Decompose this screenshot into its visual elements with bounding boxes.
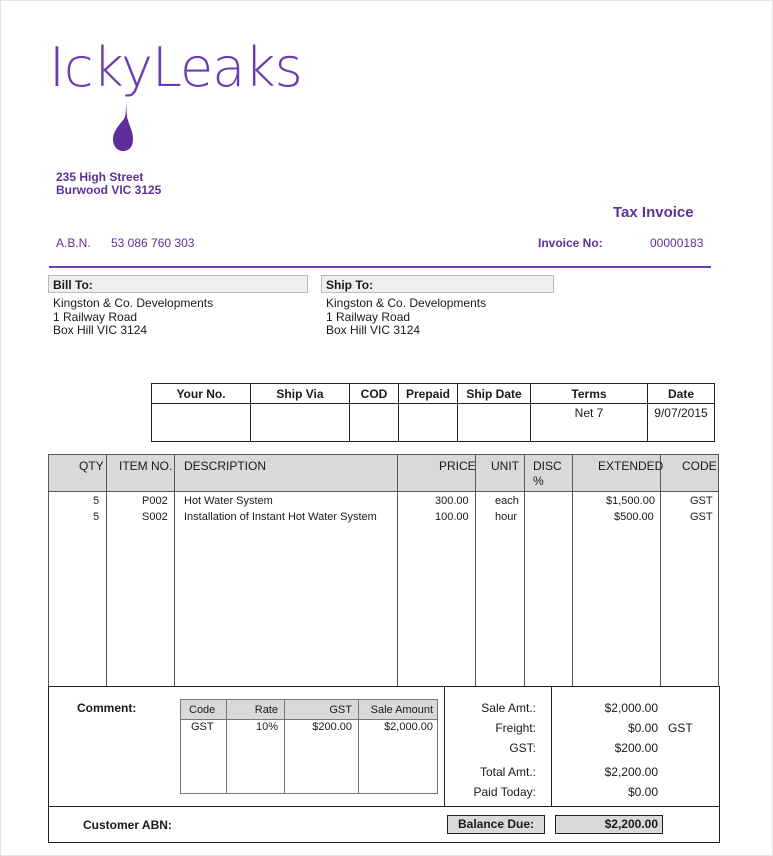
item-price: 100.00 xyxy=(435,511,469,523)
shipping-header: Terms xyxy=(531,384,648,404)
items-header-qty: QTY xyxy=(79,459,104,473)
item-description: Hot Water System xyxy=(184,495,273,507)
gst-row-rate: 10% xyxy=(227,720,285,794)
item-code: GST xyxy=(690,495,713,507)
bill-to-header: Bill To: xyxy=(48,275,308,293)
gst-header-code: Code xyxy=(181,700,227,720)
shipping-value-date: 9/07/2015 xyxy=(648,404,715,442)
shipping-header: Prepaid xyxy=(399,384,458,404)
bill-to-address xyxy=(53,297,213,338)
item-description: Installation of Instant Hot Water System xyxy=(184,511,377,523)
shipping-value xyxy=(350,404,399,442)
shipping-value xyxy=(152,404,251,442)
column-divider xyxy=(397,455,398,686)
ship-to-header: Ship To: xyxy=(321,275,554,293)
column-divider xyxy=(475,455,476,686)
item-number: S002 xyxy=(142,511,168,523)
items-header-code: CODE xyxy=(682,459,717,473)
ship-to-line: 1 Railway Road xyxy=(326,309,411,324)
droplet-icon xyxy=(105,101,139,153)
summary-divider xyxy=(444,687,445,806)
shipping-value-terms: Net 7 xyxy=(531,404,648,442)
gst-label: GST: xyxy=(509,741,536,755)
item-extended: $500.00 xyxy=(614,511,654,523)
summary-section xyxy=(48,686,720,807)
item-price: 300.00 xyxy=(435,495,469,507)
items-header-price: PRICE xyxy=(439,459,476,473)
items-header-extended: EXTENDED xyxy=(598,459,664,473)
bill-to-line: Kingston & Co. Developments xyxy=(53,296,214,310)
invoice-title: Tax Invoice xyxy=(613,204,694,221)
abn-label: A.B.N. xyxy=(56,236,91,250)
shipping-header: Your No. xyxy=(152,384,251,404)
shipping-header: COD xyxy=(350,384,399,404)
gst-row-code: GST xyxy=(181,720,227,794)
column-divider xyxy=(524,455,525,686)
abn-value: 53 086 760 303 xyxy=(111,236,195,250)
sale-amt-value: $2,000.00 xyxy=(604,701,658,715)
item-extended: $1,500.00 xyxy=(606,495,655,507)
shipping-header: Ship Via xyxy=(251,384,350,404)
customer-abn-label: Customer ABN: xyxy=(83,818,172,832)
item-number: P002 xyxy=(142,495,168,507)
item-unit: each xyxy=(495,495,519,507)
gst-header-rate: Rate xyxy=(227,700,285,720)
balance-due-label: Balance Due: xyxy=(447,815,545,834)
items-header-description: DESCRIPTION xyxy=(184,459,267,473)
paid-today-value: $0.00 xyxy=(627,785,658,799)
gst-header-sale-amount: Sale Amount xyxy=(359,700,438,720)
ship-to-address xyxy=(326,297,486,338)
gst-value: $200.00 xyxy=(614,741,658,755)
items-table xyxy=(48,454,719,687)
header-divider xyxy=(49,266,711,268)
sale-amt-label: Sale Amt.: xyxy=(481,701,536,715)
gst-row-gst: $200.00 xyxy=(285,720,359,794)
item-unit: hour xyxy=(495,511,518,523)
ship-to-line: Box Hill VIC 3124 xyxy=(326,323,421,337)
item-qty: 5 xyxy=(93,511,100,523)
column-divider xyxy=(106,455,107,686)
bill-to-line: Box Hill VIC 3124 xyxy=(53,323,148,337)
summary-divider xyxy=(551,687,552,806)
gst-header-gst: GST xyxy=(285,700,359,720)
shipping-header: Date xyxy=(648,384,715,404)
balance-section xyxy=(48,806,720,843)
shipping-table xyxy=(151,383,715,442)
gst-row-sale-amount: $2,000.00 xyxy=(359,720,438,794)
shipping-value xyxy=(251,404,350,442)
total-amt-label: Total Amt.: xyxy=(479,765,536,779)
comment-label: Comment: xyxy=(77,701,137,715)
freight-label: Freight: xyxy=(495,721,536,735)
column-divider xyxy=(174,455,175,686)
item-qty: 5 xyxy=(93,495,100,507)
freight-value: $0.00 xyxy=(627,721,658,735)
shipping-value xyxy=(458,404,531,442)
freight-code: GST xyxy=(668,721,693,735)
paid-today-label: Paid Today: xyxy=(473,785,536,799)
column-divider xyxy=(572,455,573,686)
items-header-disc: DISC % xyxy=(533,459,562,488)
ship-to-line: Kingston & Co. Developments xyxy=(326,296,487,310)
company-address-line2: Burwood VIC 3125 xyxy=(56,183,162,197)
column-divider xyxy=(660,455,661,686)
bill-to-line: 1 Railway Road xyxy=(53,309,138,324)
items-header-unit: UNIT xyxy=(491,459,519,473)
gst-summary-table xyxy=(180,699,438,794)
total-amt-value: $2,200.00 xyxy=(604,765,658,779)
company-address-line1: 235 High Street xyxy=(56,170,144,184)
items-header-item-no: ITEM NO. xyxy=(119,459,173,473)
shipping-header: Ship Date xyxy=(458,384,531,404)
balance-due-value: $2,200.00 xyxy=(555,815,663,834)
item-code: GST xyxy=(690,511,713,523)
shipping-value xyxy=(399,404,458,442)
company-logo-text: IckyLeaks xyxy=(49,36,302,99)
invoice-number-label: Invoice No: xyxy=(538,236,603,250)
invoice-number: 00000183 xyxy=(650,236,704,250)
